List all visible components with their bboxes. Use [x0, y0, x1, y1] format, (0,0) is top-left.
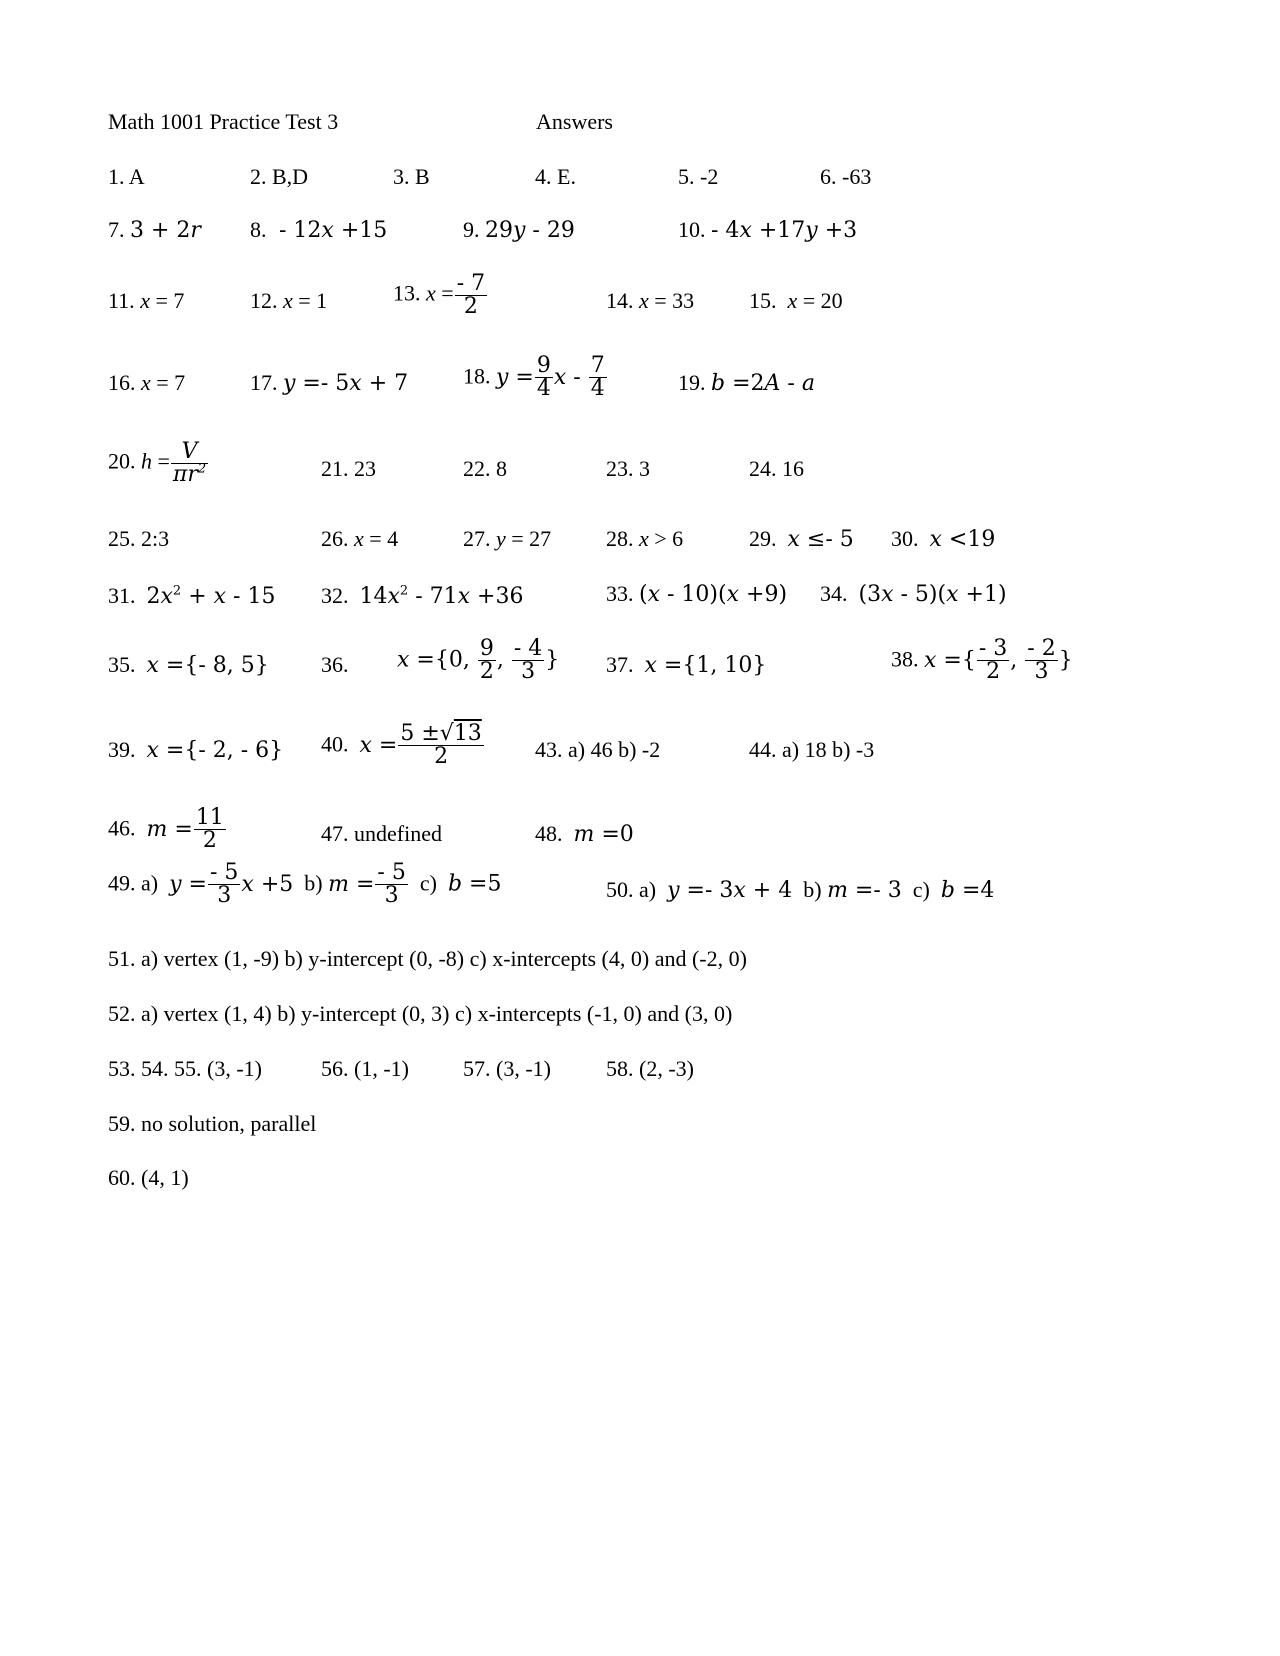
- answer-49: 49. a) y = $\frac{- 5}{3}$ x +5 b) m = $\frac{- 5}{3}$ c) b =5: [108, 860, 502, 908]
- answer-60: 60. (4, 1): [108, 1165, 189, 1190]
- answer-25: 25. 2:3: [108, 526, 170, 551]
- answer-6: 6. -63: [820, 164, 872, 189]
- answer-19: 19. b =2A - a: [678, 370, 815, 396]
- answer-39: 39. x ={- 2, - 6}: [108, 737, 284, 763]
- answer-8: 8. - 12x +15: [250, 217, 388, 243]
- answer-28: 28. x > 6: [606, 526, 684, 551]
- answer-58: 58. (2, -3): [606, 1056, 694, 1081]
- answer-5: 5. -2: [678, 164, 719, 189]
- answer-35: 35. x ={- 8, 5}: [108, 652, 269, 678]
- answer-3: 3. B: [393, 164, 430, 189]
- answer-31: 31. $2x^2 + x - 15$: [108, 583, 276, 609]
- answer-33: 33. (x - 10)(x +9): [606, 581, 788, 607]
- answer-2: 2. B,D: [250, 164, 309, 189]
- answer-59: 59. no solution, parallel: [108, 1111, 317, 1136]
- answer-13: 13. x = $\frac{- 7}{2}$: [393, 271, 486, 319]
- answer-9: 9. 29y - 29: [463, 217, 575, 243]
- answer-22: 22. 8: [463, 456, 507, 481]
- answer-16: 16. x = 7: [108, 370, 186, 395]
- answer-23: 23. 3: [606, 456, 650, 481]
- answer-48: 48. m =0: [535, 821, 634, 847]
- answer-17: 17. y =- 5x + 7: [250, 370, 409, 396]
- answer-11: 11. x = 7: [108, 288, 185, 313]
- answer-24: 24. 16: [749, 456, 804, 481]
- answer-38: 38. x ={ $\frac{- 3}{2}$ , $\frac{- 2}{3}$ }: [891, 636, 1073, 684]
- answer-53-55: 53. 54. 55. (3, -1): [108, 1056, 262, 1081]
- answer-32: 32. $14x^2 - 71x +36$: [321, 583, 524, 609]
- answer-37: 37. x ={1, 10}: [606, 652, 767, 678]
- answer-40: 40. x = $\frac{5 \pm√13}{2}$: [321, 721, 482, 769]
- answer-26: 26. x = 4: [321, 526, 399, 551]
- answer-4: 4. E.: [535, 164, 576, 189]
- answer-27: 27. y = 27: [463, 526, 552, 551]
- answer-7: 7. 3 + 2r: [108, 217, 201, 243]
- answer-18: 18. y = $\frac{9}{4}$ x - $\frac{7}{4}$: [463, 353, 605, 401]
- answer-10: 10. - 4x +17y +3: [678, 217, 858, 243]
- answer-21: 21. 23: [321, 456, 376, 481]
- answer-46: 46. m = $\frac{11}{2}$: [108, 805, 224, 853]
- answer-36-label: 36.: [321, 652, 349, 677]
- answer-1: 1. A: [108, 164, 145, 189]
- answer-20: 20. h = $\frac{V}{\pi r^2}$: [108, 439, 207, 487]
- answer-36: x ={0, $\frac{9}{2}$ , $\frac{- 4}{3}$ }: [397, 636, 560, 684]
- answer-43: 43. a) 46 b) -2: [535, 737, 661, 762]
- answer-52: 52. a) vertex (1, 4) b) y-intercept (0, 3) c) x-intercepts (-1, 0) and (3, 0): [108, 1001, 733, 1026]
- answer-51: 51. a) vertex (1, -9) b) y-intercept (0, -8) c) x-intercepts (4, 0) and (-2, 0): [108, 946, 747, 971]
- answer-30: 30. x <19: [891, 526, 996, 552]
- answer-15: 15. x = 20: [749, 288, 843, 313]
- answer-50: 50. a) y =- 3x + 4 b) m =- 3 c) b =4: [606, 877, 995, 903]
- page-title: Math 1001 Practice Test 3: [108, 109, 339, 134]
- answer-14: 14. x = 33: [606, 288, 695, 313]
- answer-29: 29. x ≤- 5: [749, 526, 854, 552]
- answer-56: 56. (1, -1): [321, 1056, 409, 1081]
- answer-44: 44. a) 18 b) -3: [749, 737, 875, 762]
- answer-34: 34. (3x - 5)(x +1): [820, 581, 1007, 607]
- answer-47: 47. undefined: [321, 821, 442, 846]
- answers-heading: Answers: [536, 109, 613, 134]
- answer-57: 57. (3, -1): [463, 1056, 551, 1081]
- answer-12: 12. x = 1: [250, 288, 328, 313]
